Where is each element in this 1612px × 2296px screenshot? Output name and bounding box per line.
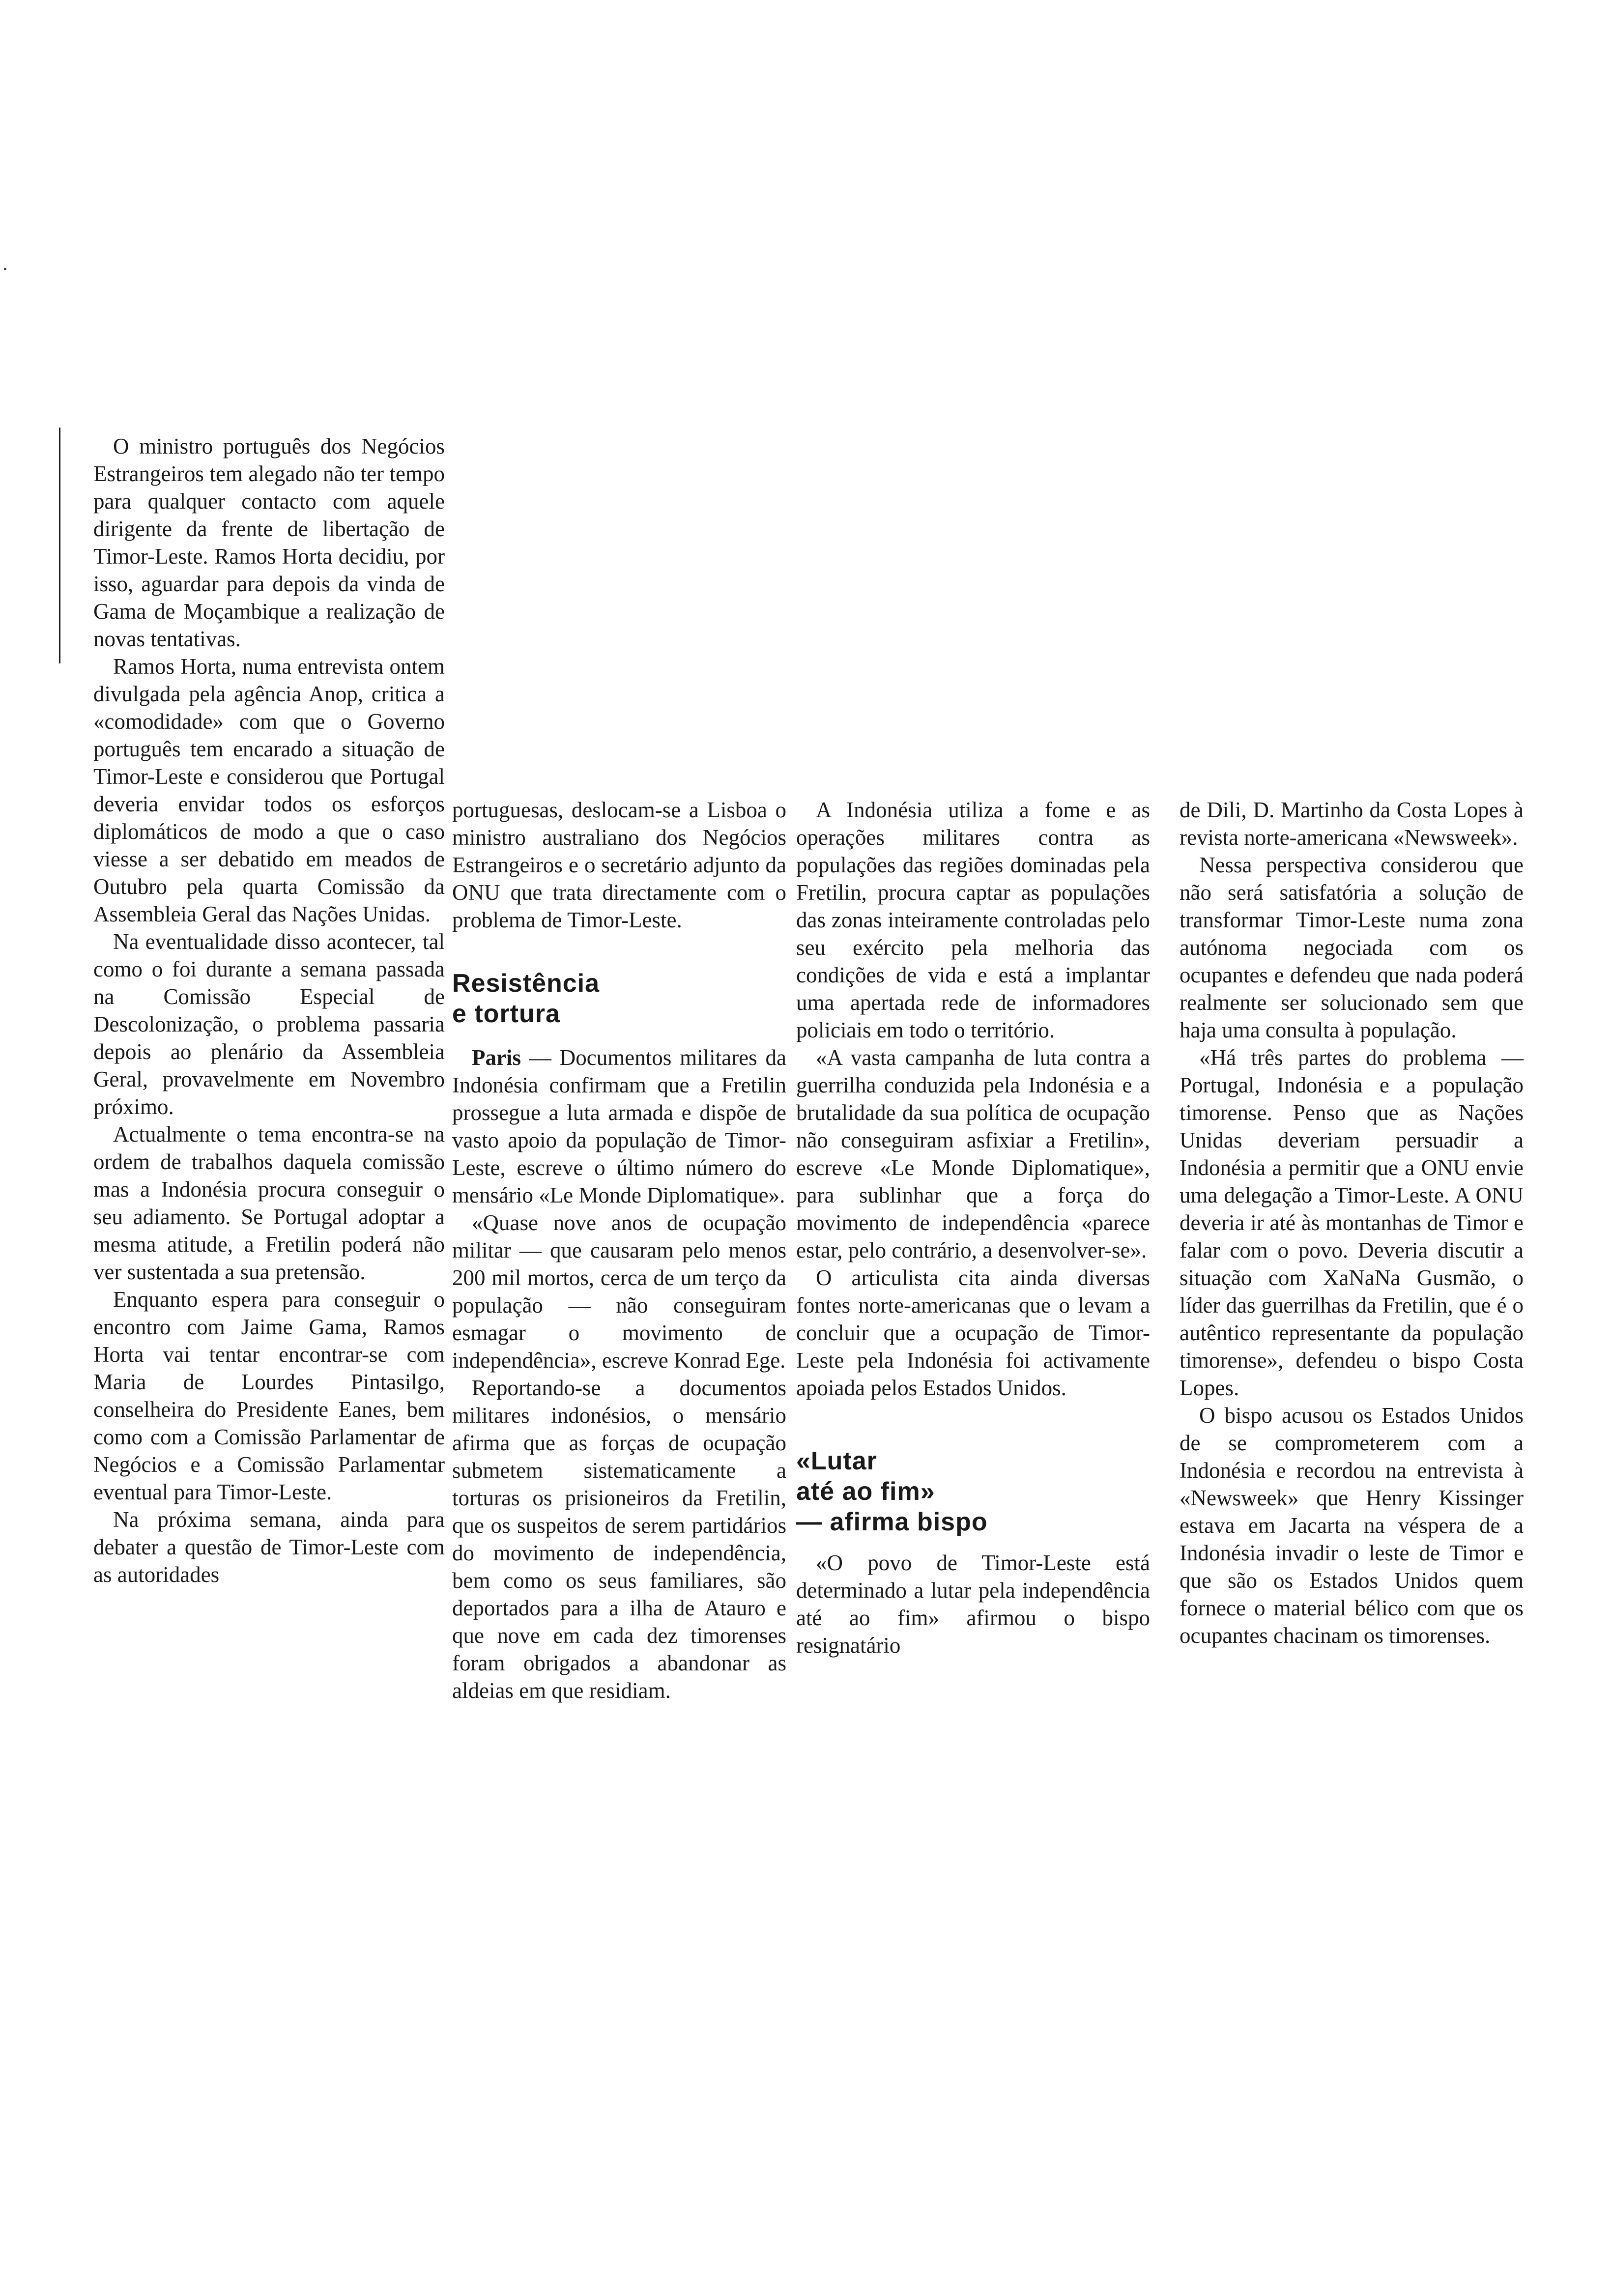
paragraph: Reportando-se a documentos militares indonésios, o mensário afirma que as forças de ocupação submetem sistematicamente a torturas os prisioneiros da Fretilin, que os suspeitos de serem partidários do movimento de independência, bem como os seus familiares, são deportados para a ilha de Atauro e que nove em cada dez timorenses foram obrigados a abandonar as aldeias em que residiam.: [452, 1376, 786, 1703]
paragraph: portuguesas, deslocam-se a Lisboa o ministro australiano dos Negócios Estrangeiros e o secretário adjunto da ONU que trata directamente com o problema de Timor-Leste.: [452, 798, 786, 932]
paragraph: Na próxima semana, ainda para debater a questão de Timor-Leste com as autoridades: [93, 1507, 445, 1587]
column-4: [1180, 796, 1524, 1649]
heading-line: «Lutar: [796, 1447, 877, 1475]
paragraph: [452, 1044, 786, 1209]
paragraph: Enquanto espera para conseguir o encontro com Jaime Gama, Ramos Horta vai tentar encontrar-se com Maria de Lourdes Pintasilgo, conselheira do Presidente Eanes, bem como com a Comissão Parlamentar de Negócios e a Comissão Parlamentar eventual para Timor-Leste.: [93, 1287, 445, 1504]
paragraph: O bispo acusou os Estados Unidos de se comprometerem com a Indonésia e recordou na entrevista à «Newsweek» que Henry Kissinger estava em Jacarta na véspera de a Indonésia invadir o leste de Timor e que são os Estados Unidos quem fornece o material bélico com que os ocupantes chacinam os timorenses.: [1180, 1403, 1524, 1648]
section-heading-resistencia: [452, 968, 786, 1029]
paragraph: Nessa perspectiva considerou que não será satisfatória a solução de transformar Timor-Leste numa zona autónoma negociada com os ocupantes e defendeu que nada poderá realmente ser solucionado sem que haja uma consulta à população.: [1180, 853, 1524, 1042]
heading-line: até ao fim»: [796, 1477, 935, 1506]
paragraph: Ramos Horta, numa entrevista ontem divulgada pela agência Anop, critica a «comodidade» com que o Governo português tem encarado a situação de Timor-Leste e considerou que Portugal deveria envidar todos os esforços diplomáticos de modo a que o caso viesse a ser debatido em meados de Outubro pela quarta Comissão da Assembleia Geral das Nações Unidas.: [93, 654, 445, 926]
paragraph: «O povo de Timor-Leste está determinado a lutar pela independência até ao fim» afirmou o bispo resignatário: [796, 1550, 1150, 1658]
paragraph: «Há três partes do problema — Portugal, Indonésia e a população timorense. Penso que as Nações Unidas deveriam persuadir a Indonésia a permitir que a ONU envie uma delegação a Timor-Leste. A ONU deveria ir até às montanhas de Timor e falar com o povo. Deveria discutir a situação com XaNaNa Gusmão, o líder das guerrilhas da Fretilin, que é o autêntico representante da população timorense», defendeu o bispo Costa Lopes.: [1180, 1045, 1524, 1400]
dateline: Paris: [472, 1045, 521, 1070]
heading-line: e tortura: [452, 1000, 560, 1028]
paragraph: A Indonésia utiliza a fome e as operações militares contra as populações das regiões dominadas pela Fretilin, procura captar as populações das zonas inteiramente controladas pelo seu exército pela melhoria das condições de vida e está a implantar uma apertada rede de informadores policiais em todo o território.: [796, 798, 1150, 1042]
paragraph: «A vasta campanha de luta contra a guerrilha conduzida pela Indonésia e a brutalidade da sua política de ocupação não conseguiram asfixiar a Fretilin», escreve «Le Monde Diplomatique», para sublinhar que a força do movimento de independência «parece estar, pelo contrário, a desenvolver-se».: [796, 1045, 1150, 1263]
paragraph: de Dili, D. Martinho da Costa Lopes à revista norte-americana «Newsweek».: [1180, 798, 1524, 850]
column-2: [452, 796, 786, 1704]
scan-speck: [4, 268, 6, 270]
heading-line: Resistência: [452, 969, 600, 998]
column-1: [93, 432, 445, 1588]
column-3: [796, 796, 1150, 1659]
paragraph: O articulista cita ainda diversas fontes norte-americanas que o levam a concluir que a ocupação de Timor-Leste pela Indonésia foi activamente apoiada pelos Estados Unidos.: [796, 1265, 1150, 1400]
paragraph: Na eventualidade disso acontecer, tal como o foi durante a semana passada na Comissão Especial de Descolonização, o problema passaria depois ao plenário da Assembleia Geral, provavelmente em Novembro próximo.: [93, 929, 445, 1119]
section-heading-lutar: [796, 1446, 1150, 1537]
heading-line: — afirma bispo: [796, 1508, 988, 1536]
paragraph: Actualmente o tema encontra-se na ordem de trabalhos daquela comissão mas a Indonésia procura conseguir o seu adiamento. Se Portugal adoptar a mesma atitude, a Fretilin poderá não ver sustentada a sua pretensão.: [93, 1122, 445, 1284]
margin-rule: [59, 428, 60, 663]
paragraph: «Quase nove anos de ocupação militar — que causaram pelo menos 200 mil mortos, cerca de um terço da população — não conseguiram esmagar o movimento de independência», escreve Konrad Ege.: [452, 1210, 786, 1373]
paragraph-text: — Documentos militares da Indonésia confirmam que a Fretilin prossegue a luta armada e dispõe de vasto apoio da população de Timor-Leste, escreve o último número do mensário «Le Monde Diplomatique».: [452, 1045, 786, 1207]
paragraph: O ministro português dos Negócios Estrangeiros tem alegado não ter tempo para qualquer contacto com aquele dirigente da frente de libertação de Timor-Leste. Ramos Horta decidiu, por isso, aguardar para depois da vinda de Gama de Moçambique a realização de novas tentativas.: [93, 434, 445, 651]
